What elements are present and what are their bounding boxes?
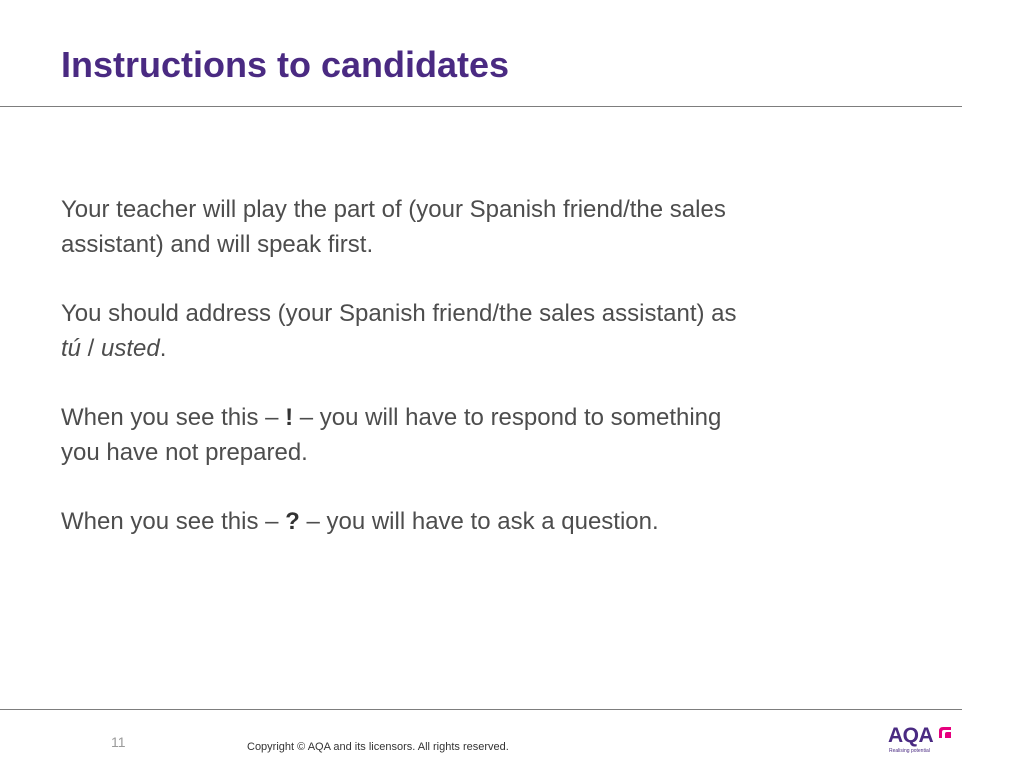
instruction-text-end: – you will have to respond to something you have not prepared. <box>61 404 722 466</box>
copyright-notice: Copyright © AQA and its licensors. All rights reserved. <box>247 741 509 753</box>
instruction-paragraph-1 <box>61 192 751 262</box>
page-number: 11 <box>111 734 126 750</box>
footer-divider <box>0 709 962 710</box>
logo-tagline: Realising potential <box>889 748 930 754</box>
instruction-text: When you see this – <box>61 404 286 431</box>
title-divider <box>0 106 962 107</box>
instruction-text: When you see this – <box>61 508 286 535</box>
question-symbol: ? <box>285 508 300 535</box>
instruction-text: You should address (your Spanish friend/the sales assistant) as <box>61 300 737 327</box>
form-tu: tú <box>61 335 82 362</box>
slide-title: Instructions to candidates <box>61 44 510 85</box>
exclamation-symbol: ! <box>285 404 294 431</box>
instruction-text-end: . <box>159 335 167 362</box>
logo-wordmark: AQA <box>888 724 934 747</box>
separator: / <box>81 335 102 362</box>
logo-swoosh-icon <box>938 726 952 740</box>
instruction-text-end: – you will have to ask a question. <box>299 508 659 535</box>
instruction-text: Your teacher will play the part of (your Spanish friend/the sales assistant) and will speak first. <box>61 196 726 258</box>
instruction-paragraph-3 <box>61 400 751 470</box>
instruction-paragraph-2 <box>61 296 751 366</box>
form-usted: usted <box>101 335 160 362</box>
aqa-logo <box>888 724 958 758</box>
instructions-body <box>61 192 751 539</box>
instruction-paragraph-4 <box>61 504 751 539</box>
